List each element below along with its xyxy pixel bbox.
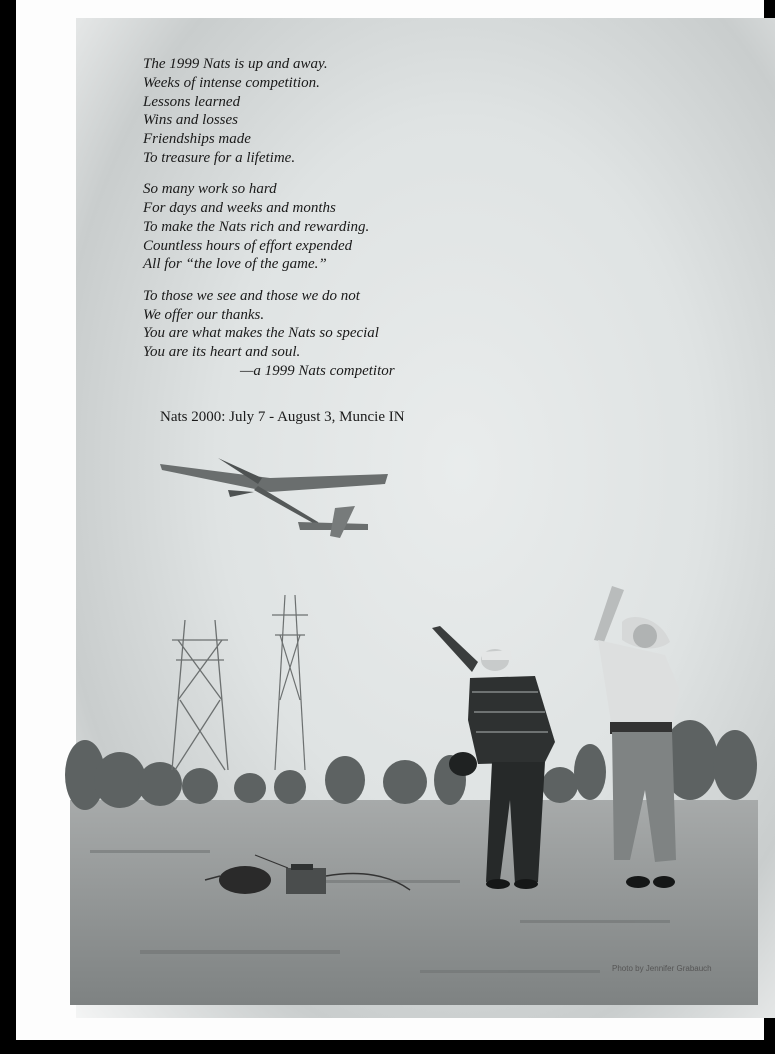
poem-line: Wins and losses [143,112,239,129]
poem-line: All for “the love of the game.” [143,256,327,273]
poem-block [143,55,473,381]
glider-airplane [160,458,388,538]
poem-line: To treasure for a lifetime. [143,149,296,166]
poem-line: So many work so hard [143,181,277,198]
poem-line: Countless hours of effort expended [143,237,353,254]
poem-line: To make the Nats rich and rewarding. [143,218,370,235]
poem-line: To those we see and those we do not [143,287,360,304]
poem-line: You are what makes the Nats so special [143,325,379,342]
power-tower-left [172,620,228,770]
power-tower-right [272,595,308,770]
poem-stanza-3 [143,287,473,381]
poem-line: You are its heart and soul. [143,344,301,361]
poem-line: Lessons learned [143,93,241,110]
nats-2000-announcement: Nats 2000: July 7 - August 3, Muncie IN [160,409,405,425]
poem-opening-line: The 1999 Nats is up and away. [143,56,328,72]
poem-line: For days and weeks and months [143,200,336,217]
poem-line: Friendships made [143,131,251,148]
poem-attribution: —a 1999 Nats competitor [240,362,395,379]
poem-line: We offer our thanks. [143,306,265,323]
poem-stanza-1 [143,74,473,168]
photo-credit: Photo by Jennifer Grabauch [612,964,712,973]
poem-line: Weeks of intense competition. [143,74,320,91]
poem-stanza-2 [143,180,473,274]
